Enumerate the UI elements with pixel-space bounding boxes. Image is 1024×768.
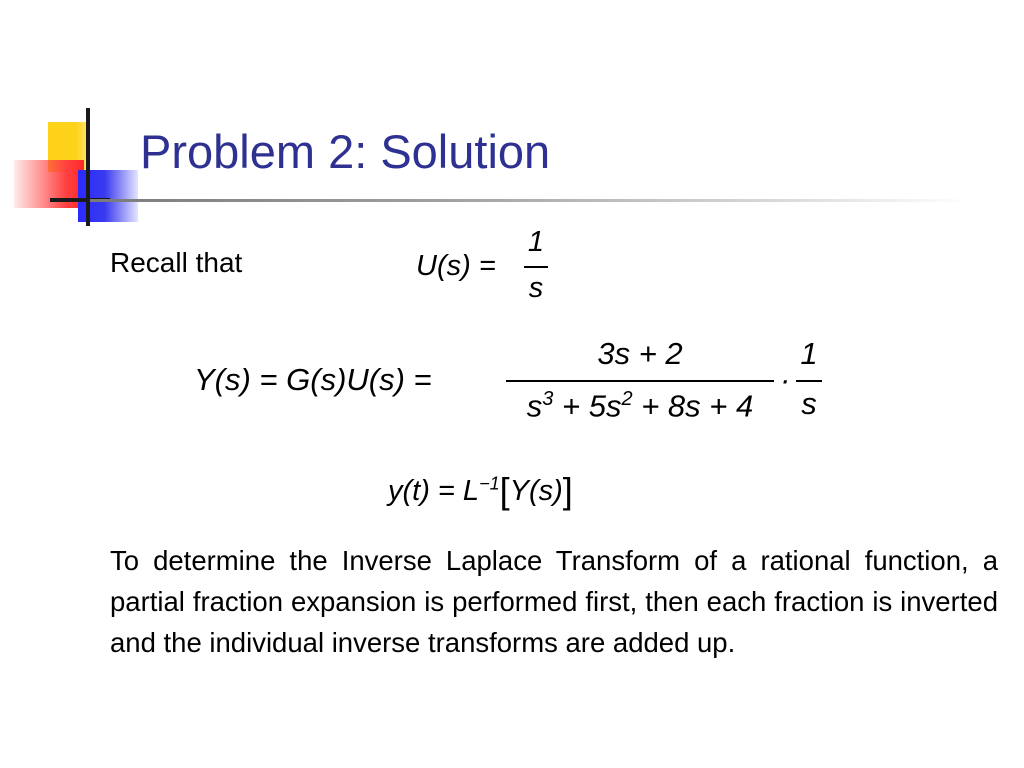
eq3-left-bracket: [ — [499, 470, 510, 511]
eq3-argument: Y(s) — [509, 475, 563, 507]
explanation-paragraph: To determine the Inverse Laplace Transform of a rational function, a partial fraction expansion is performed first, then each fraction is inverted and the individual inverse transforms are added up. — [110, 545, 998, 658]
eq1-fraction-bar — [524, 266, 548, 268]
eq1-numerator: 1 — [527, 226, 545, 258]
eq1-lhs: U(s) = — [416, 250, 496, 282]
eq2-fraction2 — [796, 336, 822, 432]
recall-label: Recall that — [110, 247, 243, 278]
eq2-denominator2: s — [801, 386, 817, 421]
logo-vertical-line — [86, 108, 90, 226]
eq3-superscript: −1 — [479, 473, 500, 494]
eq2-lhs: Y(s) = G(s)U(s) = — [194, 362, 432, 397]
slide-title: Problem 2: Solution — [140, 125, 551, 178]
eq2-fraction — [506, 336, 774, 432]
equation-inverse — [388, 470, 573, 512]
eq2-numerator2: 1 — [800, 336, 818, 371]
slide-logo — [0, 0, 150, 240]
title-underline — [90, 199, 970, 202]
eq2-dot: · — [780, 362, 791, 397]
eq1-denominator: s — [528, 272, 544, 304]
eq2-fraction-bar — [506, 380, 774, 382]
eq3-lhs: y(t) = L — [388, 475, 480, 507]
eq2-numerator: 3s + 2 — [597, 336, 683, 371]
eq2-fraction2-bar — [796, 380, 822, 382]
eq3-right-bracket: ] — [562, 470, 573, 511]
eq2-denominator: $s^3 + 5s^2 + 8s + 4$ — [526, 388, 754, 424]
eq1-fraction — [524, 226, 548, 308]
